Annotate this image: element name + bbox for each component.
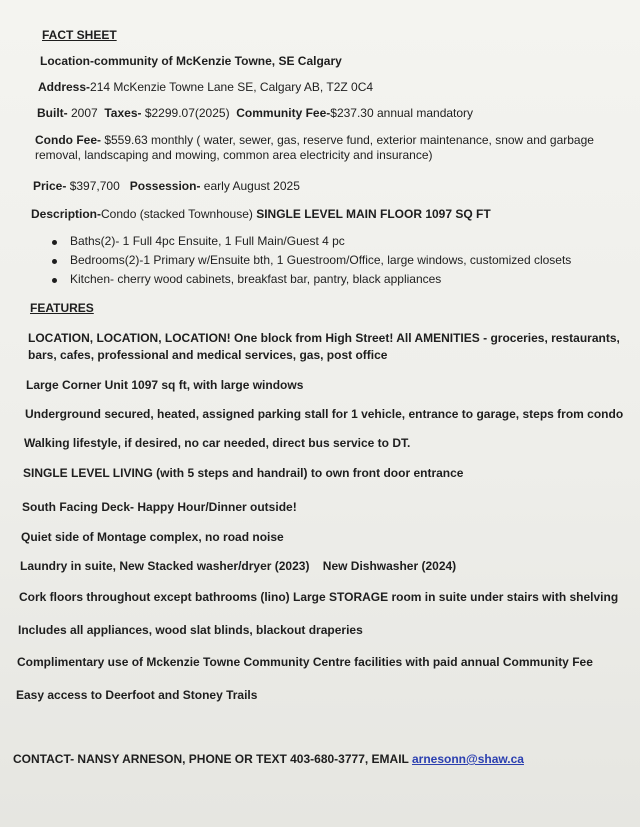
condo-fee-label: Condo Fee- <box>35 133 101 147</box>
description-line <box>31 207 491 222</box>
bullet-dot <box>52 240 57 245</box>
features-heading: FEATURES <box>30 301 94 315</box>
address-line <box>38 80 373 95</box>
feature-item-access: Easy access to Deerfoot and Stoney Trails <box>16 688 258 702</box>
feature-item-parking: Underground secured, heated, assigned parking stall for 1 vehicle, entrance to garage, steps from condo <box>25 407 624 421</box>
taxes-value: $2299.07(2025) <box>141 106 230 120</box>
bullet-bedrooms: Bedrooms(2)-1 Primary w/Ensuite bth, 1 Guestroom/Office, large windows, customized closets <box>70 253 572 267</box>
description-value: Condo (stacked Townhouse) <box>101 207 257 221</box>
feature-item-quiet-side: Quiet side of Montage complex, no road noise <box>21 530 284 544</box>
community-fee-label: Community Fee- <box>236 106 331 120</box>
feature-item-floors: Cork floors throughout except bathrooms (lino) Large STORAGE room in suite under stairs with shelving <box>19 590 619 604</box>
feature-item-single-level: SINGLE LEVEL LIVING (with 5 steps and handrail) to own front door entrance <box>23 466 464 480</box>
feature-item-laundry: Laundry in suite, New Stacked washer/dryer (2023) New Dishwasher (2024) <box>20 559 457 573</box>
email-link[interactable]: arnesonn@shaw.ca <box>411 752 524 766</box>
bullet-kitchen: Kitchen- cherry wood cabinets, breakfast bar, pantry, black appliances <box>70 272 442 286</box>
price-value: $397,700 <box>66 179 120 193</box>
address-label: Address- <box>38 80 91 94</box>
price-label: Price- <box>33 179 67 193</box>
taxes-label: Taxes- <box>104 106 142 120</box>
condo-fee-value: $559.63 monthly ( water, sewer, gas, reserve fund, exterior maintenance, snow and garbage removal, landscaping and mowing, common area electricity and insurance) <box>35 133 594 162</box>
bullet-baths: Baths(2)- 1 Full 4pc Ensuite, 1 Full Main/Guest 4 pc <box>70 234 345 248</box>
feature-item-deck: South Facing Deck- Happy Hour/Dinner outside! <box>22 500 297 514</box>
description-emphasis: SINGLE LEVEL MAIN FLOOR 1097 SQ FT <box>256 207 491 221</box>
community-fee-value: $237.30 annual mandatory <box>330 106 474 120</box>
feature-item-location: LOCATION, LOCATION, LOCATION! One block from High Street! All AMENITIES - groceries, restaurants, bars, cafes, professional and medical services, gas, post office <box>28 331 620 362</box>
feature-item-appliances: Includes all appliances, wood slat blinds, blackout draperies <box>18 623 363 637</box>
document-title: FACT SHEET <box>42 28 117 42</box>
possession-value: early August 2025 <box>200 179 300 193</box>
feature-item-corner-unit: Large Corner Unit 1097 sq ft, with large windows <box>26 378 304 392</box>
description-label: Description- <box>31 207 102 221</box>
address-value: 214 McKenzie Towne Lane SE, Calgary AB, T2Z 0C4 <box>90 80 374 94</box>
location-line: Location-community of McKenzie Towne, SE Calgary <box>40 54 342 68</box>
feature-item-walking: Walking lifestyle, if desired, no car needed, direct bus service to DT. <box>24 436 411 450</box>
contact-text: CONTACT- NANSY ARNESON, PHONE OR TEXT 403-680-3777, EMAIL <box>13 752 412 766</box>
bullet-dot <box>52 259 57 264</box>
condo-fee-paragraph <box>35 133 595 163</box>
contact-line <box>13 752 524 767</box>
built-taxes-line <box>37 106 473 121</box>
possession-label: Possession- <box>129 179 201 193</box>
feature-item-community-centre: Complimentary use of Mckenzie Towne Community Centre facilities with paid annual Community Fee <box>17 655 593 669</box>
built-label: Built- <box>37 106 68 120</box>
price-possession-line <box>33 179 300 194</box>
bullet-dot <box>52 278 57 283</box>
built-value: 2007 <box>67 106 98 120</box>
